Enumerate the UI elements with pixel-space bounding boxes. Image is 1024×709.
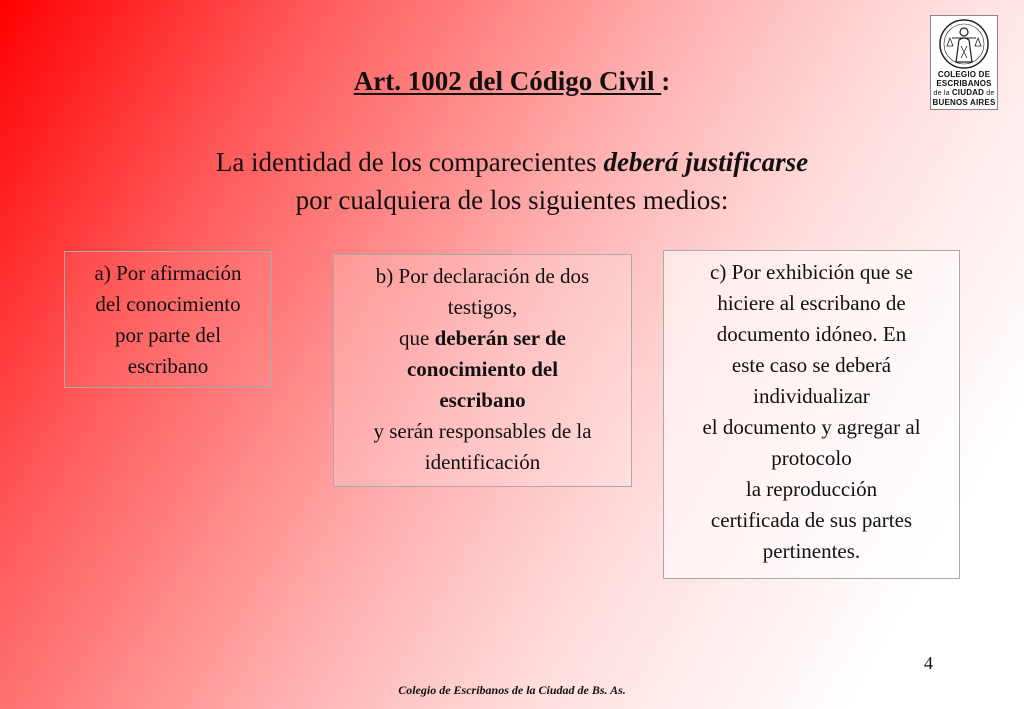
subtitle-emphasis: deberá justificarse	[603, 147, 809, 177]
option-a-line: del conocimiento	[95, 292, 241, 316]
logo-text-line: BUENOS AIRES	[932, 98, 996, 107]
subtitle-line-1	[0, 143, 1024, 181]
option-box-c	[663, 250, 960, 579]
option-b-line	[342, 323, 623, 354]
option-b-line: identificación	[424, 450, 541, 474]
slide-subtitle	[0, 143, 1024, 219]
subtitle-line-1-plain: La identidad de los comparecientes	[215, 147, 604, 177]
logo-text-small: de	[984, 90, 995, 97]
footer-text: Colegio de Escribanos de la Ciudad de Bs. As.	[398, 683, 626, 697]
option-c-line: documento idóneo. En	[716, 322, 907, 346]
option-c-line: hiciere al escribano de	[717, 291, 906, 315]
option-b-bold: conocimiento del	[406, 357, 559, 381]
option-a-line: por parte del	[114, 323, 222, 347]
option-c-line: individualizar	[753, 384, 870, 408]
option-b-line: b) Por declaración de dos	[375, 264, 590, 288]
page-number: 4	[924, 653, 933, 673]
option-b-plain: que	[398, 326, 435, 350]
option-b-line: testigos,	[447, 295, 518, 319]
option-c-line: c) Por exhibición que se	[710, 260, 913, 284]
logo-text-bold: CIUDAD	[951, 88, 985, 97]
option-c-line: este caso se deberá	[731, 353, 892, 377]
logo-text-small: de la	[933, 90, 952, 97]
option-b-line	[342, 354, 623, 385]
colegio-logo	[930, 15, 998, 110]
option-c-line: el documento y agregar al	[702, 415, 921, 439]
option-box-b	[333, 254, 632, 487]
option-b-line	[342, 385, 623, 416]
option-c-line: protocolo	[771, 446, 852, 470]
option-box-a	[64, 251, 272, 388]
option-b-bold: escribano	[439, 388, 526, 412]
subtitle-line-2: por cualquiera de los siguientes medios:	[295, 185, 729, 215]
option-b-line: y serán responsables de la	[373, 419, 592, 443]
option-c-line: pertinentes.	[762, 539, 861, 563]
slide-title-suffix: :	[661, 66, 671, 96]
option-c-line: la reproducción	[745, 477, 878, 501]
logo-text-line	[931, 88, 997, 98]
justice-seal-icon	[934, 18, 994, 70]
logo-text	[931, 70, 997, 107]
slide-title-main: Art. 1002 del Código Civil	[353, 66, 662, 96]
option-b-bold: deberán ser de	[434, 326, 566, 350]
slide-title	[0, 66, 1024, 97]
logo-text-line: ESCRIBANOS	[936, 79, 992, 88]
option-a-line: a) Por afirmación	[94, 261, 242, 285]
option-a-line: escribano	[127, 354, 209, 378]
logo-text-line: COLEGIO DE	[937, 70, 991, 79]
option-c-line: certificada de sus partes	[710, 508, 913, 532]
